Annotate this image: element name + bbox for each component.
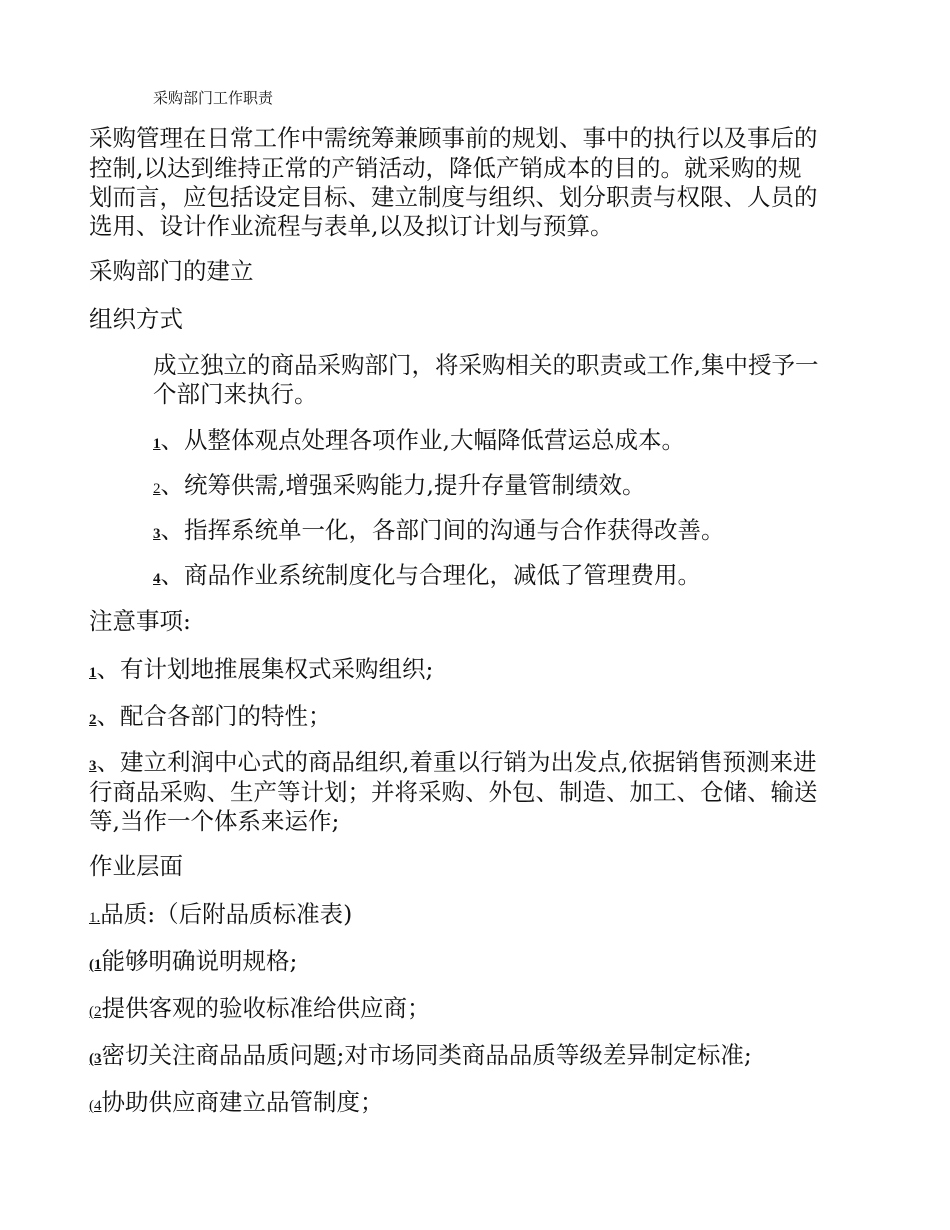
- list-item-number: 1: [153, 436, 161, 452]
- section-title-department: 采购部门的建立: [89, 257, 254, 285]
- document-header: 采购部门工作职责: [153, 89, 274, 107]
- note-item: [89, 749, 816, 779]
- note-number: 3: [89, 758, 97, 774]
- note-item: [89, 656, 433, 686]
- quality-item-text: 协助供应商建立品管制度；: [101, 1088, 384, 1116]
- quality-item: [89, 948, 297, 978]
- quality-item-text: 提供客观的验收标准给供应商；: [101, 994, 431, 1022]
- intro-line-3: 划而言，应包括设定目标、建立制度与组织、划分职责与权限、人员的: [89, 183, 818, 211]
- note-text: 、有计划地推展集权式采购组织;: [96, 655, 434, 683]
- note-text: 、建立利润中心式的商品组织,着重以行销为出发点,依据销售预测来进: [96, 748, 817, 776]
- quality-item: [89, 995, 431, 1025]
- list-item-number: 4: [153, 571, 161, 587]
- section-title-notes: 注意事项:: [89, 607, 191, 635]
- list-item-text: 、统筹供需,增强采购能力,提升存量管制绩效。: [160, 471, 646, 499]
- quality-item-number: (1: [89, 957, 102, 973]
- quality-item-text: 密切关注商品品质问题;对市场同类商品品质等级差异制定标准;: [101, 1041, 752, 1069]
- list-item: [153, 472, 645, 502]
- org-desc-line-2: 个部门来执行。: [153, 380, 318, 408]
- note-number: 2: [89, 712, 97, 728]
- note-text: 、配合各部门的特性；: [96, 702, 332, 730]
- list-item: [153, 427, 685, 457]
- quality-item: [89, 1042, 752, 1072]
- list-item-text: 、指挥系统单一化，各部门间的沟通与合作获得改善。: [160, 516, 725, 544]
- list-item-text: 、商品作业系统制度化与合理化，减低了管理费用。: [160, 561, 701, 589]
- note-item: [89, 703, 332, 733]
- note-continuation-line-2: 等,当作一个体系来运作;: [89, 807, 340, 835]
- quality-text: 品质:（后附品质标准表): [100, 900, 353, 928]
- quality-item: [89, 1089, 384, 1119]
- quality-item-number: (4: [89, 1098, 102, 1114]
- quality-item-number: (3: [89, 1051, 102, 1067]
- note-number: 1: [89, 665, 97, 681]
- section-title-organization: 组织方式: [89, 305, 183, 333]
- intro-line-1: 采购管理在日常工作中需统筹兼顾事前的规划、事中的执行以及事后的: [89, 124, 818, 152]
- quality-number: 1.: [89, 910, 101, 926]
- quality-item-text: 能够明确说明规格;: [101, 947, 298, 975]
- quality-heading: [89, 901, 352, 931]
- list-item: [153, 562, 701, 592]
- section-title-operations: 作业层面: [89, 852, 183, 880]
- list-item-text: 、从整体观点处理各项作业,大幅降低营运总成本。: [160, 426, 685, 454]
- quality-item-number: (2: [89, 1004, 102, 1020]
- list-item-number: 2: [153, 481, 161, 497]
- list-item-number: 3: [153, 526, 161, 542]
- intro-line-2: 控制,以达到维持正常的产销活动，降低产销成本的目的。就采购的规: [89, 154, 802, 182]
- intro-line-4: 选用、设计作业流程与表单,以及拟订计划与预算。: [89, 212, 614, 240]
- note-continuation-line-1: 行商品采购、生产等计划；并将采购、外包、制造、加工、仓储、输送: [89, 778, 818, 806]
- list-item: [153, 517, 725, 547]
- org-desc-line-1: 成立独立的商品采购部门，将采购相关的职责或工作,集中授予一: [153, 351, 819, 379]
